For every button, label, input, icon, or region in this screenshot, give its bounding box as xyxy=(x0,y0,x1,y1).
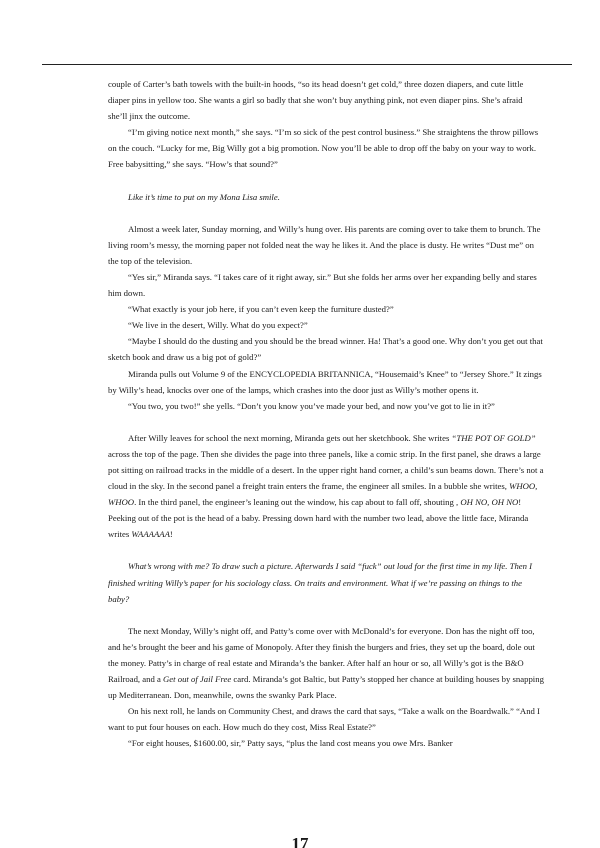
paragraph: “We live in the desert, Willy. What do you expect?” xyxy=(128,320,308,331)
italic-aside: Like it’s time to put on my Mona Lisa smile. xyxy=(128,191,280,202)
body-text xyxy=(108,76,544,751)
paragraph: “I’m giving notice next month,” she says. “I’m so sick of the pest control business.” She straightens the throw pillows on the couch. “Lucky for me, Big Willy got a big promotion. Now you’ll be able to drop off the baby on your way to work. Free babysitting,” she says. “How’s that sound?” xyxy=(108,127,539,170)
section-gap xyxy=(108,414,544,430)
paragraph-text: After Willy leaves for school the next morning, Miranda gets out her sketchbook. She writes xyxy=(128,432,450,443)
paragraph-text: . In the third panel, the engineer’s leaning out the window, his cap about to fall off, shouting , xyxy=(134,497,459,508)
header-rule xyxy=(42,64,572,65)
section-gap xyxy=(108,542,544,558)
paragraph: Almost a week later, Sunday morning, and Willy’s hung over. His parents are coming over to take them to brunch. The living room’s messy, the morning paper not folded neat the way he likes it. And the place is dusty. He writes “Dust me” on the top of the television. xyxy=(108,223,541,266)
paragraph-text: The next Monday, Willy’s night off, and Patty’s come over with McDonald’s for everyone. Don has the night off too, and he’s brought the beer and his game of Monopoly. After they finish the burgers and fries, they set up the board, dole out the money. Patty’s in charge of real estate and Miranda’s the banker. After half an hour or so, all Willy’s got is the B&O Railroad, and a xyxy=(108,625,535,684)
italic-shout: WHOO, WHOO xyxy=(108,481,538,508)
paragraph-text: card. Miranda’s got Baltic, but Patty’s stopped her chance at building houses by snapping up Mediterranean. Don, meanwhile, owns the swanky Park Place. xyxy=(108,674,544,701)
italic-cry: WAAAAAA xyxy=(131,529,170,540)
section-gap xyxy=(108,205,544,221)
paragraph-text: across the top of the page. Then she divides the page into three panels, like a comic strip. In the first panel, she draws a large pot sitting on railroad tracks in the middle of a desert. In the upper right hand corner, a child’s sun beams down. There’s not a cloud in the sky. In the second panel a freight train enters the frame, the engineer all smiles. In a bubble she writes, xyxy=(108,448,544,492)
italic-card-name: Get out of Jail Free xyxy=(163,674,232,684)
page-number: 17 xyxy=(291,835,309,848)
italic-aside: What’s wrong with me? To draw such a picture. Afterwards I said “fuck” out loud for the first time in my life. Then I finished writing Willy’s paper for his sociology class. On traits and environment. What if we’re passing on things to the baby? xyxy=(108,561,533,604)
paragraph: “Maybe I should do the dusting and you should be the bread winner. Ha! That’s a good one. Why don’t you get out that sketch book and draw us a big pot of gold?” xyxy=(108,336,543,363)
paragraph xyxy=(108,623,544,703)
paragraph: Miranda pulls out Volume 9 of the ENCYCLOPEDIA BRITANNICA, “Housemaid’s Knee” to “Jersey Shore.” It zings by Willy’s head, knocks over one of the lamps, which crashes into the door just as Willy’s mother opens it. xyxy=(108,368,542,395)
paragraph: couple of Carter’s bath towels with the built-in hoods, “so its head doesn’t get cold,” three dozen diapers, and cute little diaper pins in yellow too. She wants a girl so badly that she won’t buy anything pink, not even diaper pins. She’s afraid she’ll jinx the outcome. xyxy=(108,79,524,122)
paragraph-text: ! xyxy=(169,529,173,540)
paragraph-text: ! Peeking out of the pot is the head of a baby. Pressing down hard with the number two lead, above the little face, Miranda writes xyxy=(108,497,529,540)
paragraph: On his next roll, he lands on Community Chest, and draws the card that says, “Take a walk on the Boardwalk.” “And I want to put four houses on each. How much do they cost, Miss Real Estate?” xyxy=(108,706,540,733)
section-gap xyxy=(108,607,544,623)
paragraph: “You two, you two!” she yells. “Don’t you know you’ve made your bed, and now you’ve got to lie in it?” xyxy=(128,400,495,411)
italic-title: “THE POT OF GOLD” xyxy=(451,432,536,443)
italic-shout: OH NO, OH NO xyxy=(460,497,519,508)
paragraph: “What exactly is your job here, if you can’t even keep the furniture dusted?” xyxy=(128,304,394,315)
paragraph: “For eight houses, $1600.00, sir,” Patty says, “plus the land cost means you owe Mrs. Banker xyxy=(128,738,453,749)
section-gap xyxy=(108,173,544,189)
italic-title-text: THE POT OF GOLD” xyxy=(456,432,536,443)
paragraph xyxy=(108,430,544,543)
paragraph: “Yes sir,” Miranda says. “I takes care of it right away, sir.” But she folds her arms over her expanding belly and stares him down. xyxy=(108,271,537,299)
